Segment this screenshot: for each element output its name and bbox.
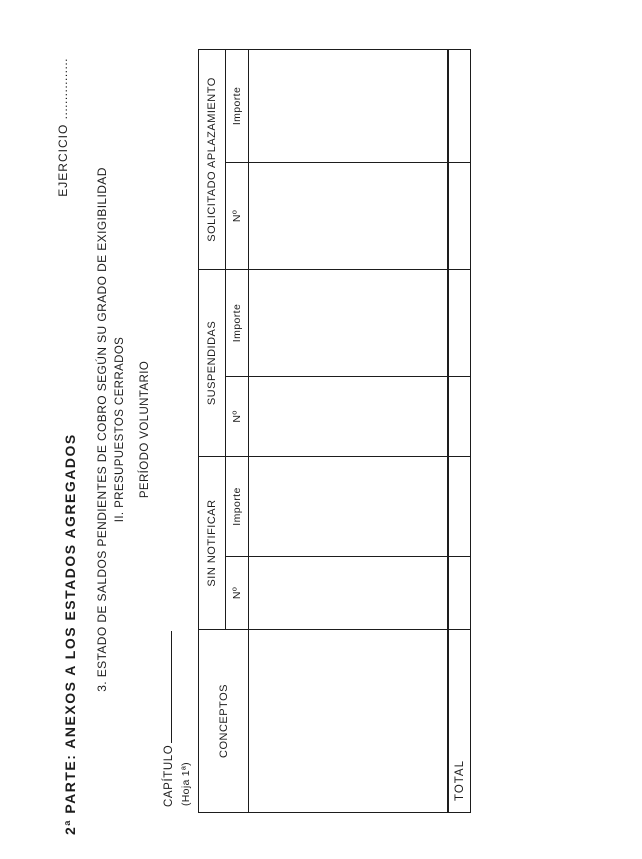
body-row: [249, 49, 449, 812]
body-cell: [249, 162, 449, 269]
total-cell: [448, 456, 471, 556]
capitulo-field: [159, 631, 175, 807]
group-header-solicitado-aplazamiento: SOLICITADO APLAZAMIENTO: [199, 49, 226, 269]
total-cell: [448, 269, 471, 376]
subheader-solicitado-numero: Nº: [226, 162, 249, 269]
capitulo-label: CAPÍTULO: [163, 744, 175, 807]
total-cell: [448, 49, 471, 162]
capitulo-blank-line: [159, 631, 172, 743]
total-cell: [448, 557, 471, 630]
total-cell: [448, 162, 471, 269]
ejercicio-dotted-blank: ................: [56, 58, 70, 120]
subheader-solicitado-importe: Importe: [226, 49, 249, 162]
ejercicio-label: EJERCICIO: [56, 123, 70, 197]
saldos-pendientes-table: [198, 49, 471, 813]
body-cell: [249, 49, 449, 162]
group-header-sin-notificar: SIN NOTIFICAR: [199, 456, 226, 629]
subheader-suspendidas-importe: Importe: [226, 269, 249, 376]
form-subtitle: 3. ESTADO DE SALDOS PENDIENTES DE COBRO SEGÚN SU GRADO DE EXIGIBILIDAD: [95, 167, 109, 692]
total-row: [448, 49, 471, 812]
total-label-cell: TOTAL: [448, 630, 471, 813]
subheader-suspendidas-numero: Nº: [226, 376, 249, 456]
group-header-row: [199, 49, 226, 812]
group-header-suspendidas: SUSPENDIDAS: [199, 269, 226, 456]
body-cell: [249, 269, 449, 376]
body-cell: [249, 376, 449, 456]
section-heading: II. PRESUPUESTOS CERRADOS: [114, 336, 126, 523]
ejercicio-field: [56, 58, 70, 197]
body-cell-conceptos: [249, 630, 449, 813]
total-cell: [448, 376, 471, 456]
period-heading: PERÍODO VOLUNTARIO: [139, 360, 151, 499]
conceptos-header-cell: CONCEPTOS: [199, 630, 249, 813]
body-cell: [249, 456, 449, 556]
subheader-sin-notificar-importe: Importe: [226, 456, 249, 556]
sheet-number-note: (Hoja 1ª): [180, 762, 192, 806]
subheader-sin-notificar-numero: Nº: [226, 557, 249, 630]
body-cell: [249, 557, 449, 630]
part-title: 2ª PARTE: ANEXOS A LOS ESTADOS AGREGADOS: [62, 433, 78, 835]
